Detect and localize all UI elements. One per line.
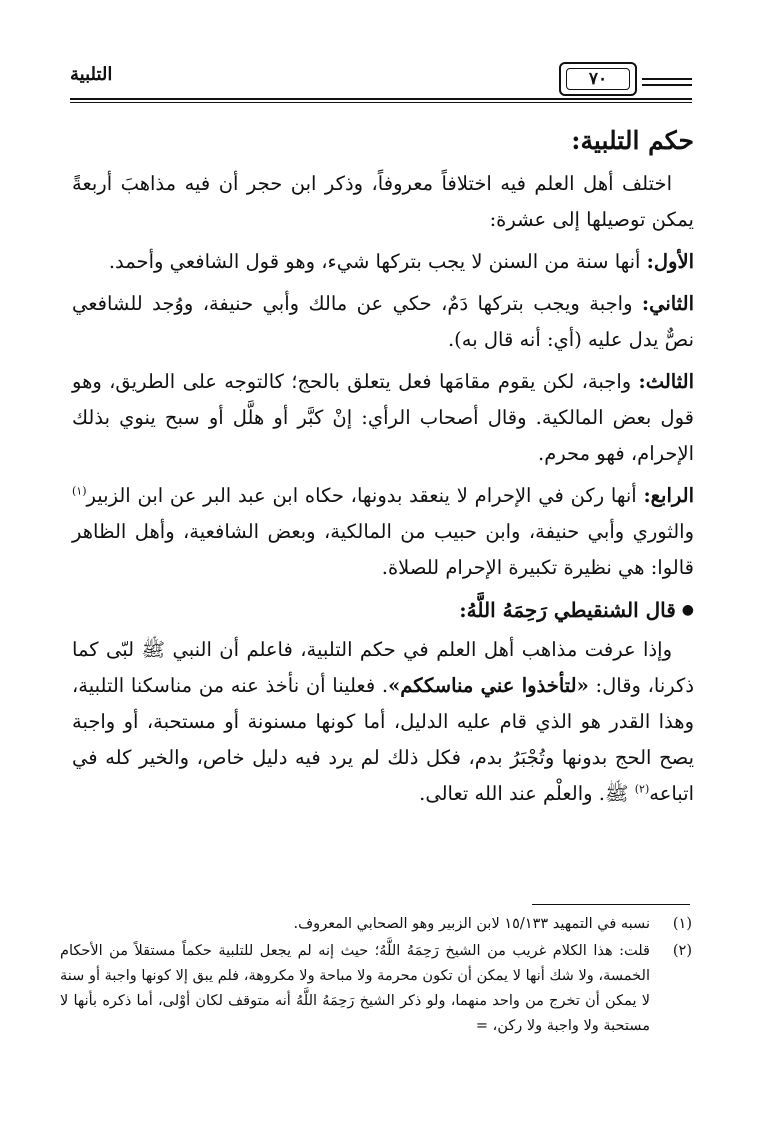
opinion-first: [72, 244, 694, 280]
opinion-text: أنها ركن في الإحرام لا ينعقد بدونها، حكاه ابن عبد البر عن ابن الزبير: [86, 484, 644, 507]
opinion-label: الرابع:: [643, 484, 694, 507]
section-title: حكم التلبية:: [571, 126, 694, 155]
opinion-label: الثاني:: [641, 292, 694, 315]
shanqiti-heading-text: قال الشنقيطي رَحِمَهُ اللَّهُ:: [459, 598, 676, 622]
opinion-third: [72, 364, 694, 472]
footnote-separator: [532, 904, 690, 905]
opinion-fourth: [72, 478, 694, 586]
shanqiti-heading: [72, 592, 694, 628]
footnote-number: (١): [672, 916, 692, 932]
footnote-text: قلت: هذا الكلام غريب من الشيخ رَحِمَهُ اللَّهُ؛ حيث إنه لم يجعل للتلبية حكماً مستقلاً من الأحكام الخمسة، ولا شك أنها لا يمكن أن تكون محرمة ولا مباحة ولا مكروهة، فلم يبق إلا كونها واجبة أو سنة لا يمكن أن تخرج من واحد منهما، ولو ذكر الشيخ رَحِمَهُ اللَّهُ أنه متوقف لكان أوْلى، أما ذكره بأنها لا مستحبة ولا واجبة ولا ركن، =: [60, 943, 650, 1034]
running-title: التلبية: [70, 64, 113, 85]
opinion-text: واجبة ويجب بتركها دَمٌ، حكي عن مالك وأبي حنيفة، ووُجد للشافعي نصٌّ يدل عليه (أي: أنه قال به).: [72, 292, 694, 351]
shanqiti-paragraph: [72, 632, 694, 812]
header-rule-thin: [70, 102, 692, 103]
footnote-text: نسبه في التمهيد ١٥/١٣٣ لابن الزبير وهو الصحابي المعروف.: [293, 916, 650, 932]
footnote-number: (٢): [672, 943, 692, 959]
shanqiti-text-end: ﷺ. والعلْم عند الله تعالى.: [419, 782, 635, 805]
opinion-text-cont: والثوري وأبي حنيفة، وابن حبيب من المالكية، وبعض الشافعية، وأهل الظاهر قالوا: هي نظيرة تكبيرة الإحرام للصلاة.: [72, 520, 694, 579]
hadith-quote: «لتأخذوا عني مناسككم»: [388, 674, 589, 697]
footnote-1: [60, 912, 692, 937]
page-header: [70, 58, 692, 102]
opinion-second: [72, 286, 694, 358]
footnotes: [60, 912, 692, 1041]
header-ornament: [642, 78, 692, 90]
page-number: ٧٠: [588, 69, 608, 89]
shanqiti-text-cont: . فعلينا أن نأخذ عنه من مناسكنا التلبية، وهذا القدر هو الذي قام عليه الدليل، أما كونها مسنونة أو مستحبة، أو واجبة يصح الحج بدونها وتُجْبَرُ بدم، فكل ذلك لم يرد فيه دليل خاص، والخير كله في اتباعه: [72, 674, 694, 805]
bullet-icon: ●: [681, 602, 694, 618]
opinion-text: أنها سنة من السنن لا يجب بتركها شيء، وهو قول الشافعي وأحمد.: [108, 250, 647, 273]
shanqiti-text: وإذا عرفت مذاهب أهل العلم في حكم التلبية، فاعلم أن النبي ﷺ لبّى كما ذكرنا، وقال:: [72, 638, 695, 697]
opinion-label: الثالث:: [638, 370, 694, 393]
header-rule: [70, 98, 692, 100]
footnote-2: [60, 939, 692, 1039]
opinion-label: الأول:: [646, 250, 694, 273]
main-text: [72, 120, 694, 818]
opinion-text: واجبة، لكن يقوم مقامَها فعل يتعلق بالحج؛ كالتوجه على الطريق، وهو قول بعض المالكية. وقال أصحاب الرأي: إنْ كبَّر أو هلَّل أو سبح ينوي بذلك الإحرام، فهو محرم.: [72, 370, 694, 465]
footnote-ref-1: (١): [72, 484, 87, 498]
page-number-frame: [559, 62, 637, 96]
intro-paragraph: اختلف أهل العلم فيه اختلافاً معروفاً، وذكر ابن حجر أن فيه مذاهبَ أربعةً يمكن توصيلها إلى عشرة:: [72, 172, 694, 231]
footnote-ref-2: (٢): [634, 782, 650, 796]
